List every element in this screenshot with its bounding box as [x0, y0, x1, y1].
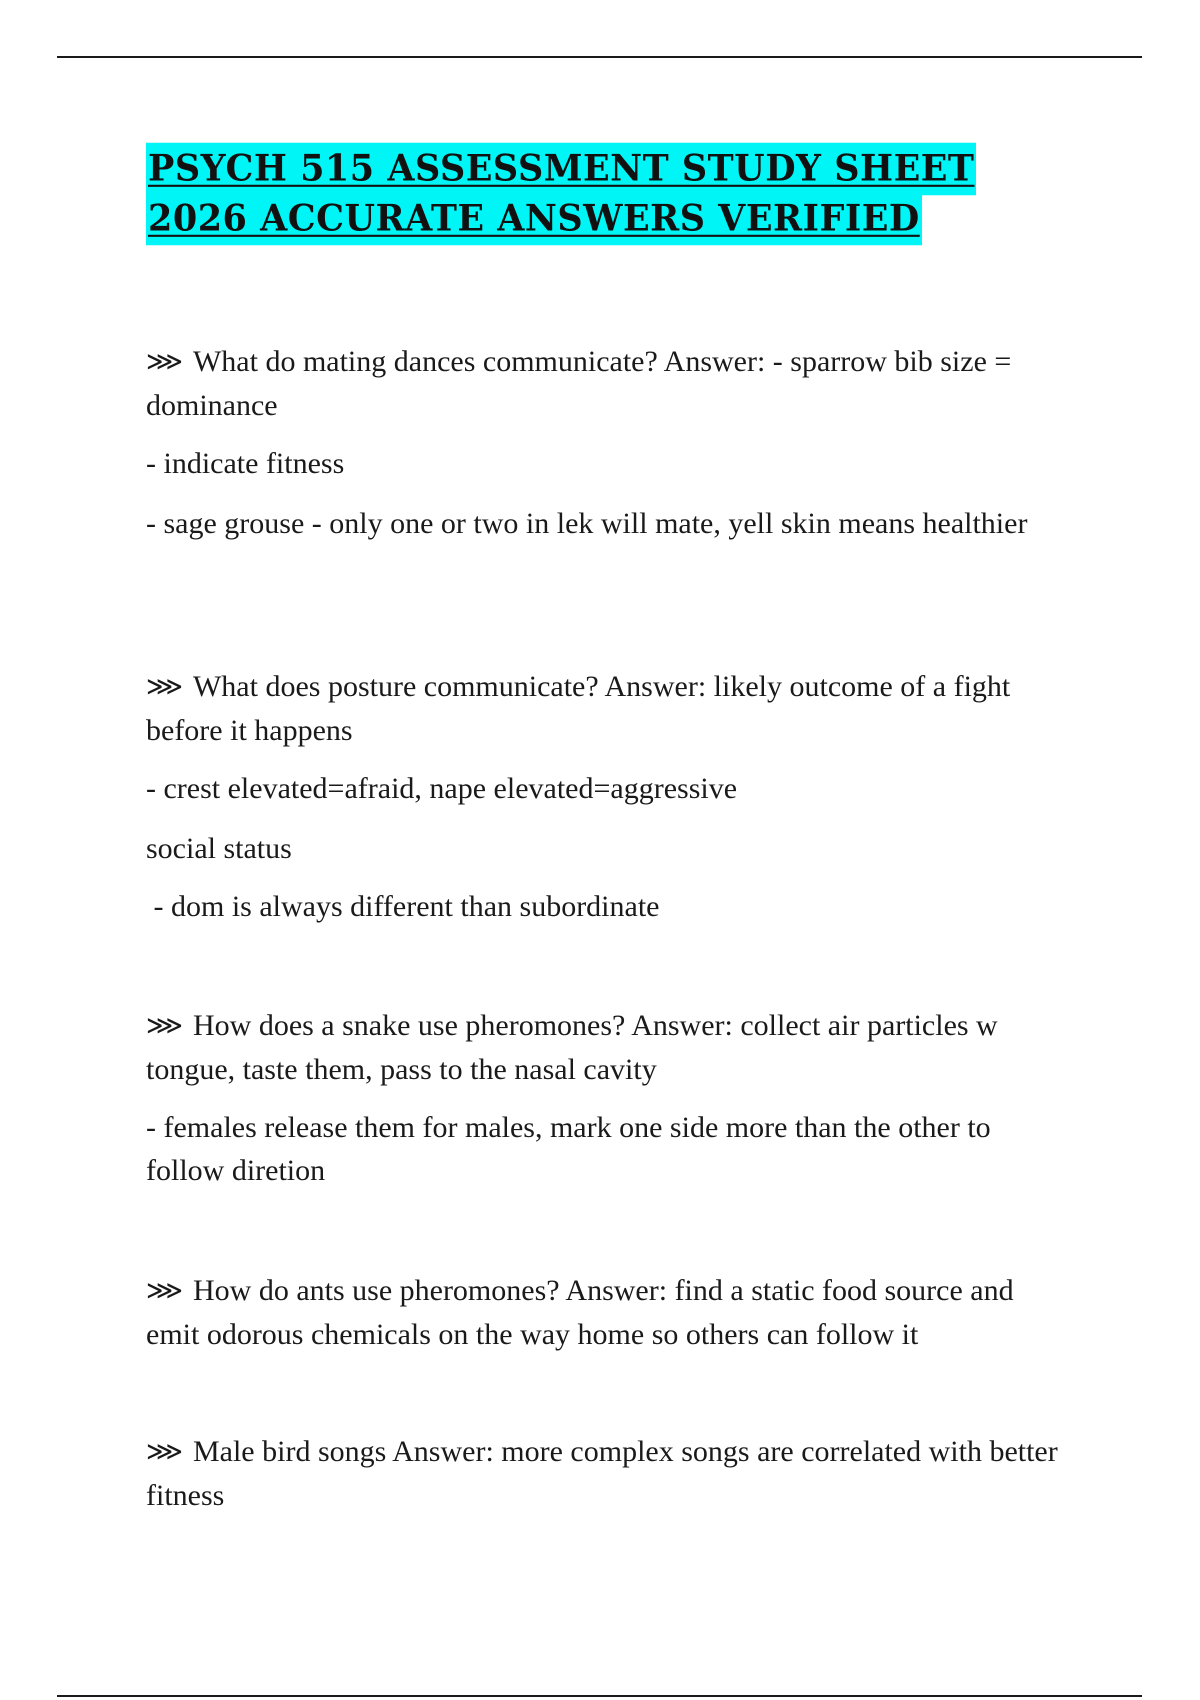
answer-detail: - dom is always different than subordinate: [146, 890, 660, 923]
question-answer: How do ants use pheromones? Answer: find a static food source and emit odorous chemicals on the way home so others can follow it: [146, 1274, 1014, 1351]
top-rule: [57, 56, 1142, 58]
answer-detail: social status: [146, 832, 292, 865]
question-text: [146, 1430, 1066, 1517]
question-answer: Male bird songs Answer: more complex songs are correlated with better fitness: [146, 1435, 1058, 1512]
question-answer: What does posture communicate? Answer: likely outcome of a fight before it happens: [146, 670, 1011, 747]
title-line-2: 2026 ACCURATE ANSWERS VERIFIED: [146, 193, 922, 246]
question-text: [146, 665, 1066, 752]
answer-detail: - crest elevated=afraid, nape elevated=aggressive: [146, 772, 738, 805]
bullet-arrow-icon: ⋙: [146, 1437, 183, 1467]
title-line-1: PSYCH 515 ASSESSMENT STUDY SHEET: [146, 143, 976, 196]
document-title: [146, 144, 1046, 244]
question-text: [146, 1004, 1066, 1091]
bullet-arrow-icon: ⋙: [146, 347, 183, 377]
answer-detail: - indicate fitness: [146, 447, 345, 480]
question-text: [146, 1269, 1066, 1356]
question-text: [146, 340, 1066, 427]
bullet-arrow-icon: ⋙: [146, 672, 183, 702]
bullet-arrow-icon: ⋙: [146, 1011, 183, 1041]
question-block-5: [146, 1430, 1066, 1517]
question-block-1: [146, 340, 1066, 545]
bullet-arrow-icon: ⋙: [146, 1276, 183, 1306]
question-answer: How does a snake use pheromones? Answer: collect air particles w tongue, taste them, pass to the nasal cavity: [146, 1009, 998, 1086]
answer-detail: - females release them for males, mark one side more than the other to follow diretion: [146, 1111, 991, 1187]
question-block-3: [146, 1004, 1066, 1192]
question-block-4: [146, 1269, 1066, 1356]
answer-detail: - sage grouse - only one or two in lek will mate, yell skin means healthier: [146, 507, 1028, 540]
bottom-rule: [57, 1695, 1142, 1697]
question-block-2: [146, 665, 1066, 928]
question-answer: What do mating dances communicate? Answer: - sparrow bib size = dominance: [146, 345, 1012, 422]
